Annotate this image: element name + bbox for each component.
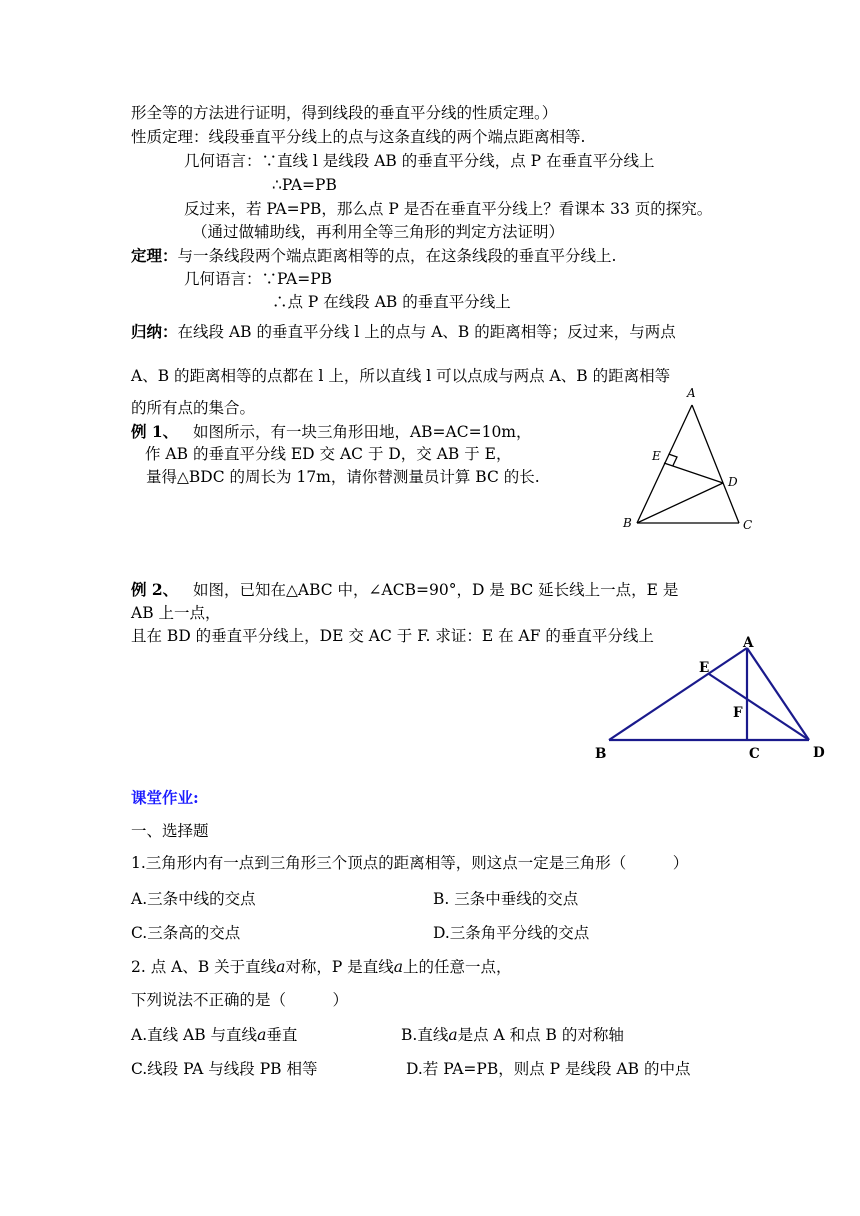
geometric-language-2: 几何语言：∵PA=PB [184, 270, 333, 288]
segment-ed [709, 674, 809, 740]
property-theorem: 性质定理：线段垂直平分线上的点与这条直线的两个端点距离相等. [131, 128, 586, 146]
theorem-text: 与一条线段两个端点距离相等的点，在这条线段的垂直平分线上. [177, 247, 617, 265]
example2-figure [590, 628, 835, 768]
example2-line3: 且在 BD 的垂直平分线上，DE 交 AC 于 F. 求证：E 在 AF 的垂直平分线上 [131, 627, 654, 645]
text-line: 形全等的方法进行证明，得到线段的垂直平分线的性质定理。） [131, 104, 558, 122]
segment-bd [637, 483, 723, 523]
q1-option-d: D.三条角平分线的交点 [433, 924, 590, 942]
q1-option-a: A.三条中线的交点 [131, 890, 256, 908]
example1-figure [615, 385, 760, 535]
example1-line2: 作 AB 的垂直平分线 ED 交 AC 于 D，交 AB 于 E， [145, 445, 512, 463]
summary-line-3: 的所有点的集合。 [131, 399, 256, 417]
q2-a-text-2: 垂直 [266, 1026, 298, 1044]
example1-line3: 量得△BDC 的周长为 17m，请你替测量员计算 BC 的长. [146, 468, 540, 486]
label-e: E [652, 449, 661, 463]
summary-line-2: A、B 的距离相等的点都在 l 上，所以直线 l 可以点成与两点 A、B 的距离相等 [131, 367, 671, 385]
q1-option-b: B. 三条中垂线的交点 [433, 890, 579, 908]
question-2-line2: 下列说法不正确的是（ ） [131, 991, 349, 1009]
example2-line2: AB 上一点， [131, 604, 221, 622]
question-1: 1.三角形内有一点到三角形三个顶点的距离相等，则这点一定是三角形（ ） [131, 854, 689, 872]
hint-line: （通过做辅助线，再利用全等三角形的判定方法证明） [192, 223, 565, 241]
q2-option-d: D.若 PA=PB，则点 P 是线段 AB 的中点 [406, 1060, 691, 1078]
q2-option-a [131, 1025, 297, 1045]
label-a: A [687, 386, 696, 400]
example2-label: 例 2、 [131, 580, 179, 599]
section-title: 一、选择题 [131, 822, 209, 840]
q2-text-1: 2. 点 A、B 关于直线 [131, 958, 277, 976]
q2-text-2: 对称，P 是直线 [285, 958, 394, 976]
label-d: D [728, 475, 738, 489]
example2-line1 [131, 580, 678, 600]
q2-b-text-1: B.直线 [401, 1026, 449, 1044]
homework-title: 课堂作业: [131, 788, 199, 807]
segment-ad [747, 648, 809, 740]
summary-line [131, 322, 676, 342]
q2-text-3: 上的任意一点， [403, 958, 512, 976]
example2-text: 如图，已知在△ABC 中，∠ACB=90°，D 是 BC 延长线上一点，E 是 [192, 581, 679, 599]
q2-var-a: a [276, 958, 286, 976]
q2-b-text-2: 是点 A 和点 B 的对称轴 [457, 1026, 624, 1044]
conclusion-line-2: ∴点 P 在线段 AB 的垂直平分线上 [272, 293, 511, 311]
label-f: F [733, 705, 743, 721]
right-angle-mark [669, 454, 678, 466]
side-ac [692, 405, 739, 523]
question-2 [131, 957, 512, 977]
q2-option-c: C.线段 PA 与线段 PB 相等 [131, 1060, 318, 1078]
example1-text: 如图所示，有一块三角形田地，AB=AC=10m， [192, 423, 532, 441]
label-a: A [743, 635, 754, 651]
label-e: E [699, 660, 710, 676]
conclusion-line: ∴PA=PB [272, 176, 337, 194]
summary-label: 归纳： [131, 322, 178, 341]
segment-ba [609, 648, 747, 740]
label-d: D [813, 745, 825, 761]
q1-option-c: C.三条高的交点 [131, 924, 241, 942]
q2-a-text-1: A.直线 AB 与直线 [131, 1026, 258, 1044]
example1-line1 [131, 422, 532, 442]
geometric-language: 几何语言：∵直线 l 是线段 AB 的垂直平分线，点 P 在垂直平分线上 [184, 152, 655, 170]
example1-label: 例 1、 [131, 422, 179, 441]
theorem-label: 定理： [131, 246, 178, 265]
q2-b-var: a [448, 1026, 458, 1044]
summary-text: 在线段 AB 的垂直平分线 l 上的点与 A、B 的距离相等；反过来，与两点 [177, 323, 676, 341]
q2-a-var: a [257, 1026, 267, 1044]
label-b: B [595, 746, 607, 762]
segment-ed [664, 463, 723, 483]
side-ab [637, 405, 692, 523]
q2-option-b [401, 1025, 624, 1045]
theorem-line [131, 246, 616, 266]
label-c: C [749, 746, 760, 762]
converse-question: 反过来，若 PA=PB，那么点 P 是否在垂直平分线上？看课本 33 页的探究。 [184, 200, 713, 218]
label-c: C [743, 518, 753, 532]
q2-var-a-2: a [393, 958, 404, 976]
label-b: B [623, 516, 632, 530]
